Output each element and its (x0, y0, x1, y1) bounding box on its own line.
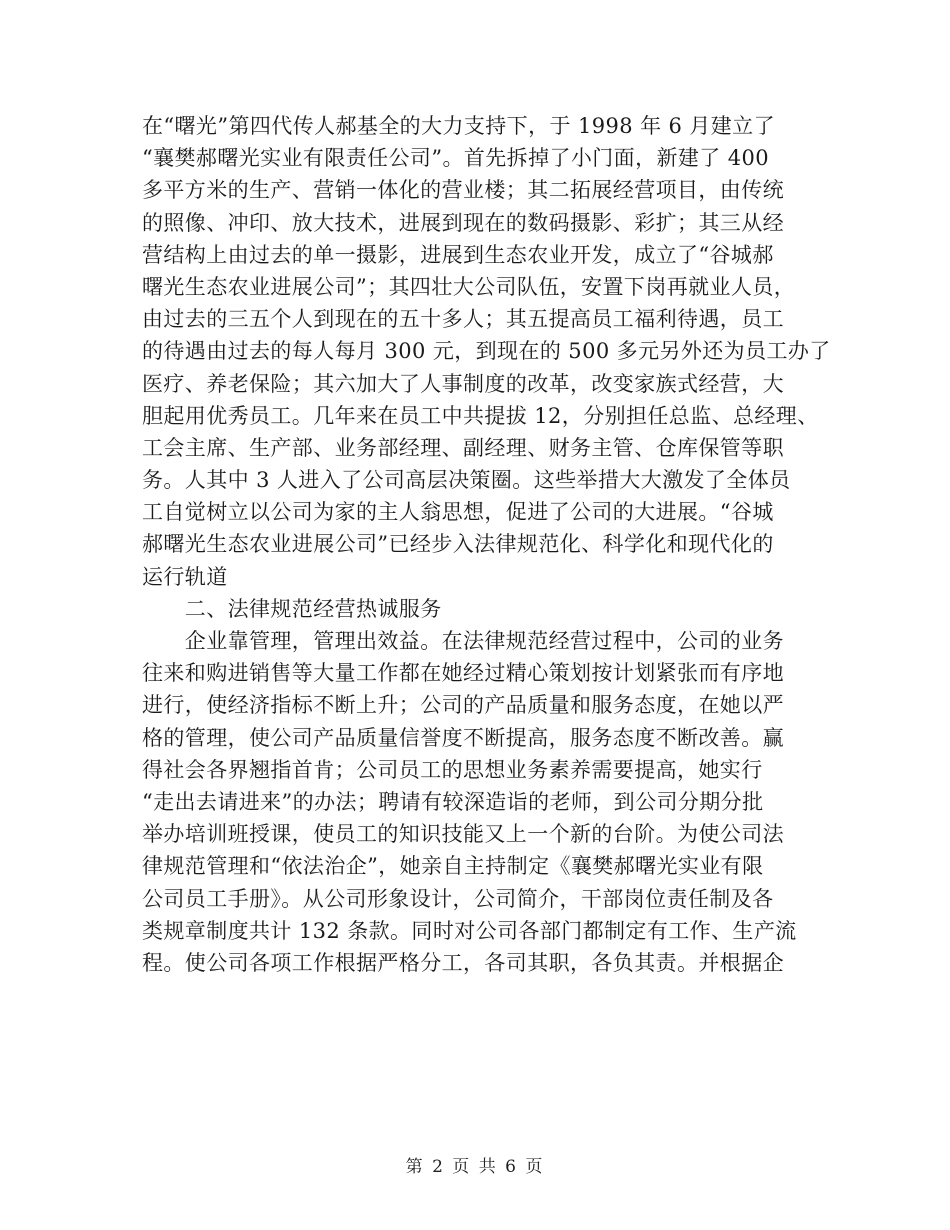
text-line: 律规范管理和“依法治企”，她亲自主持制定《襄樊郝曙光实业有限 (142, 854, 764, 879)
body-text (142, 110, 842, 979)
text-line: 企业靠管理，管理出效益。在法律规范经营过程中，公司的业务 (142, 629, 784, 653)
text-line: 举办培训班授课，使员工的知识技能又上一个新的台阶。为使公司法 (142, 822, 784, 847)
text-line: “襄樊郝曙光实业有限责任公司”。首先拆掉了小门面，新建了 400 (142, 146, 770, 171)
text-line: 胆起用优秀员工。几年来在员工中共提拔 12，分别担任总监、总经理、 (142, 403, 819, 428)
text-line: 郝曙光生态农业进展公司”已经步入法律规范化、科学化和现代化的 (142, 532, 774, 557)
page-number-footer: 第 2 页 共 6 页 (405, 1157, 545, 1177)
text-line: 多平方米的生产、营销一体化的营业楼；其二拓展经营项目，由传统 (142, 178, 784, 203)
text-line: 工自觉树立以公司为家的主人翁思想，促进了公司的大进展。“谷城 (142, 500, 774, 525)
text-line: 往来和购进销售等大量工作都在她经过精心策划按计划紧张而有序地 (142, 661, 784, 686)
text-line: 由过去的三五个人到现在的五十多人；其五提高员工福利待遇，员工 (142, 307, 784, 332)
text-line: 程。使公司各项工作根据严格分工，各司其职，各负其责。并根据企 (142, 950, 784, 975)
text-line: 在“曙光”第四代传人郝基全的大力支持下，于 1998 年 6 月建立了 (142, 114, 775, 138)
text-line: 进行，使经济指标不断上升；公司的产品质量和服务态度，在她以严 (142, 693, 784, 718)
text-line: 医疗、养老保险；其六加大了人事制度的改革，改变家族式经营，大 (142, 371, 784, 396)
text-line: 二、法律规范经营热诚服务 (142, 596, 442, 621)
text-line: 的待遇由过去的每人每月 300 元，到现在的 500 多元另外还为员工办了 (142, 339, 831, 364)
text-line: 得社会各界翘指首肯；公司员工的思想业务素养需要提高，她实行 (142, 757, 763, 782)
text-line: 营结构上由过去的单一摄影，进展到生态农业开发，成立了“谷城郝 (142, 242, 774, 267)
text-line: 工会主席、生产部、业务部经理、副经理、财务主管、仓库保管等职 (142, 435, 784, 460)
text-line: 的照像、冲印、放大技术，进展到现在的数码摄影、彩扩；其三从经 (142, 210, 784, 235)
text-line: “走出去请进来”的办法；聘请有较深造诣的老师，到公司分期分批 (142, 789, 764, 814)
text-line: 类规章制度共计 132 条款。同时对公司各部门都制定有工作、生产流 (142, 918, 797, 943)
text-line: 格的管理，使公司产品质量信誉度不断提高，服务态度不断改善。赢 (142, 725, 784, 750)
text-line: 公司员工手册》。从公司形象设计，公司简介，干部岗位责任制及各 (142, 886, 774, 911)
text-line: 运行轨道 (142, 564, 228, 589)
text-line: 务。人其中 3 人进入了公司高层决策圈。这些举措大大激发了全体员 (142, 468, 791, 493)
text-line: 曙光生态农业进展公司”；其四壮大公司队伍，安置下岗再就业人员， (142, 274, 796, 299)
